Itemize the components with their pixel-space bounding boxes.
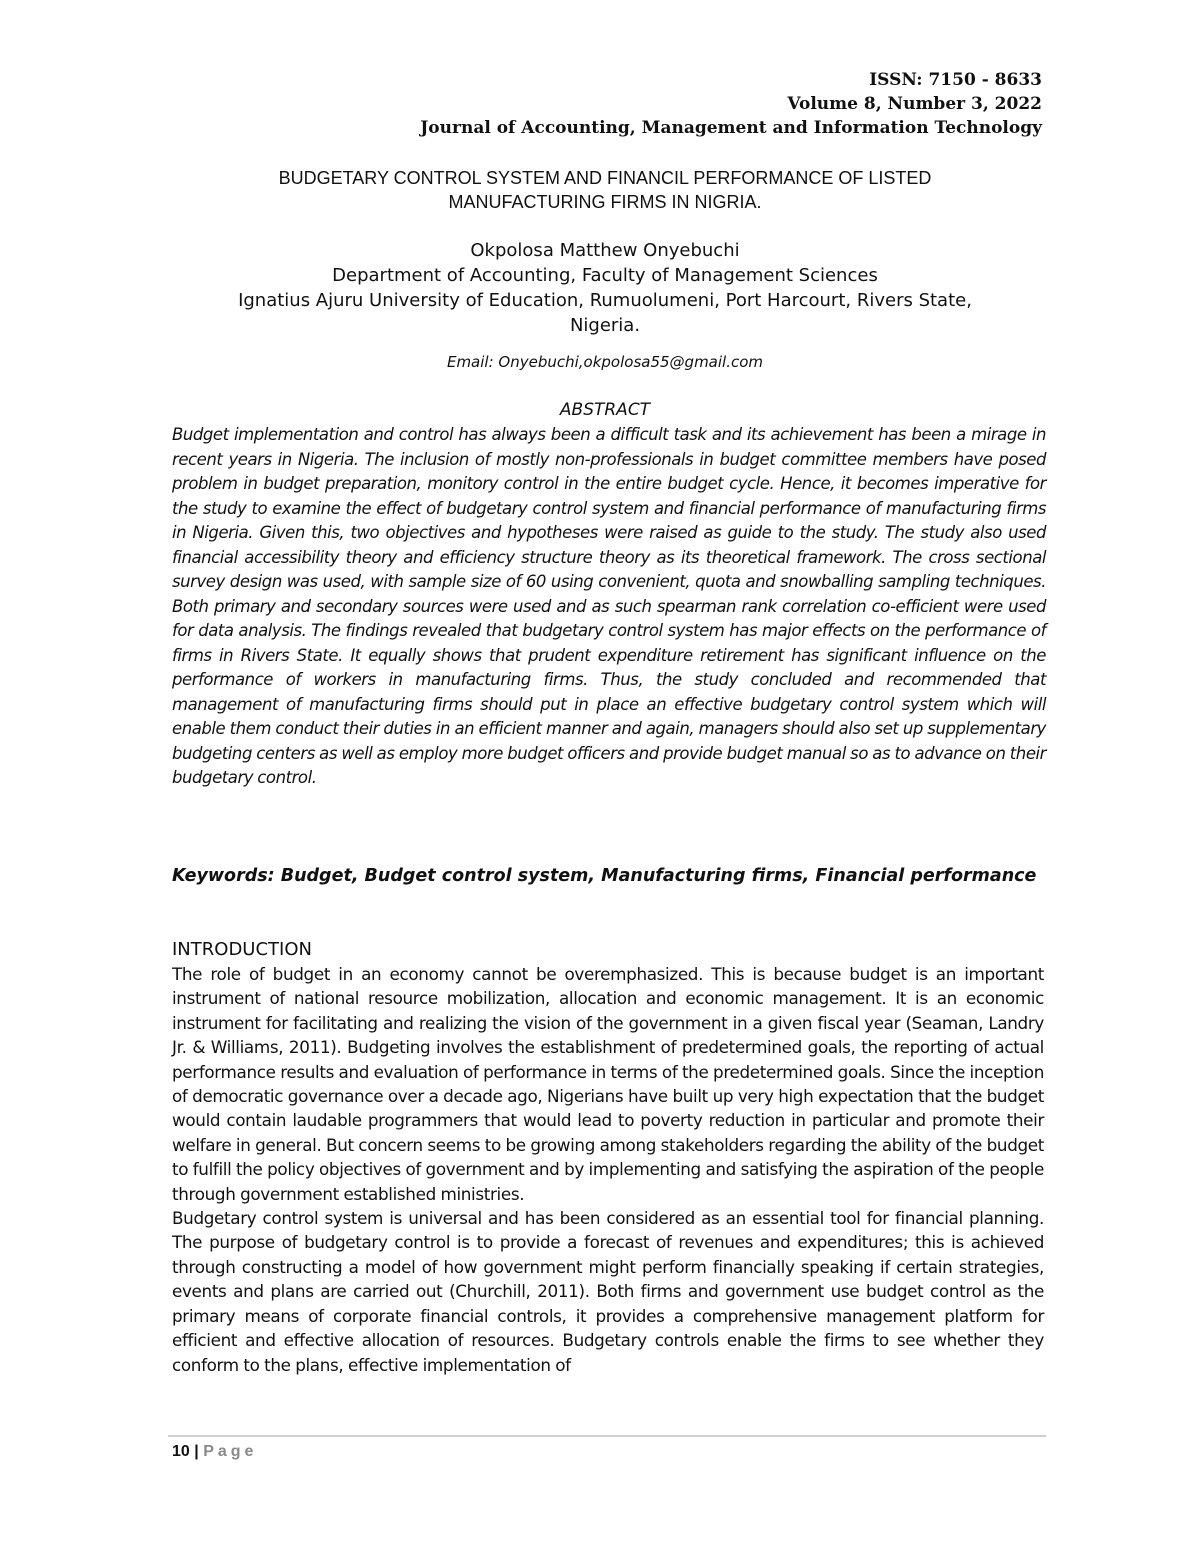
author-block xyxy=(160,238,1050,338)
introduction-body xyxy=(172,962,1044,1377)
introduction-heading: INTRODUCTION xyxy=(172,939,312,960)
paper-title xyxy=(160,166,1050,214)
title-line-2: MANUFACTURING FIRMS IN NIGRIA. xyxy=(448,192,762,212)
author-name: Okpolosa Matthew Onyebuchi xyxy=(470,240,740,261)
page-footer xyxy=(172,1441,257,1463)
title-line-1: BUDGETARY CONTROL SYSTEM AND FINANCIL PERFORMANCE OF LISTED xyxy=(278,168,932,188)
introduction-paragraph: Budgetary control system is universal and has been considered as an essential tool for financial planning. The purpose of budgetary control is to provide a forecast of revenues and expenditures; this is achieved through constructing a model of how government might perform financially speaking if certain strategies, events and plans are carried out (Churchill, 2011). Both firms and government use budget control as the primary means of corporate financial controls, it provides a comprehensive management platform for efficient and effective allocation of resources. Budgetary controls enable the firms to see whether they conform to the plans, effective implementation of xyxy=(172,1208,1044,1375)
journal-name: Journal of Accounting, Management and Information Technology xyxy=(420,118,1042,138)
author-institution-line-2: Nigeria. xyxy=(569,315,641,336)
page-label: Page xyxy=(203,1443,258,1460)
issn: ISSN: 7150 - 8633 xyxy=(869,70,1042,90)
author-institution-line-1: Ignatius Ajuru University of Education, Rumuolumeni, Port Harcourt, Rivers State, xyxy=(238,290,972,311)
volume-number: Volume 8, Number 3, 2022 xyxy=(787,94,1042,114)
footer-separator: | xyxy=(194,1443,199,1460)
page-number: 10 xyxy=(172,1443,190,1460)
keywords: Keywords: Budget, Budget control system, Manufacturing firms, Financial performance xyxy=(172,866,1037,886)
abstract-text: Budget implementation and control has always been a difficult task and its achievement has been a mirage in recent years in Nigeria. The inclusion of mostly non-professionals in budget committee members have posed problem in budget preparation, monitory control in the entire budget cycle. Hence, it becomes imperative for the study to examine the effect of budgetary control system and financial performance of manufacturing firms in Nigeria. Given this, two objectives and hypotheses were raised as guide to the study. The study also used financial accessibility theory and efficiency structure theory as its theoretical framework. The cross sectional survey design was used, with sample size of 60 using convenient, quota and snowballing sampling techniques. Both primary and secondary sources were used and as such spearman rank correlation co-efficient were used for data analysis. The findings revealed that budgetary control system has major effects on the performance of firms in Rivers State. It equally shows that prudent expenditure retirement has significant influence on the performance of workers in manufacturing firms. Thus, the study concluded and recommended that management of manufacturing firms should put in place an effective budgetary control system which will enable them conduct their duties in an efficient manner and again, managers should also set up supplementary budgeting centers as well as employ more budget officers and provide budget manual so as to advance on their budgetary control. xyxy=(172,425,1046,787)
journal-header xyxy=(420,68,1042,140)
author-department: Department of Accounting, Faculty of Management Sciences xyxy=(332,265,878,286)
introduction-paragraph: The role of budget in an economy cannot be overemphasized. This is because budget is an important instrument of national resource mobilization, allocation and economic management. It is an economic instrument for facilitating and realizing the vision of the government in a given fiscal year (Seaman, Landry Jr. & Williams, 2011). Budgeting involves the establishment of predetermined goals, the reporting of actual performance results and evaluation of performance in terms of the predetermined goals. Since the inception of democratic governance over a decade ago, Nigerians have built up very high expectation that the budget would contain laudable programmers that would lead to poverty reduction in particular and promote their welfare in general. But concern seems to be growing among stakeholders regarding the ability of the budget to fulfill the policy objectives of government and by implementing and satisfying the aspiration of the people through government established ministries. xyxy=(172,964,1045,1204)
footer-divider xyxy=(168,1435,1046,1437)
abstract-heading: ABSTRACT xyxy=(559,400,651,420)
author-email: Email: Onyebuchi,okpolosa55@gmail.com xyxy=(446,353,764,371)
